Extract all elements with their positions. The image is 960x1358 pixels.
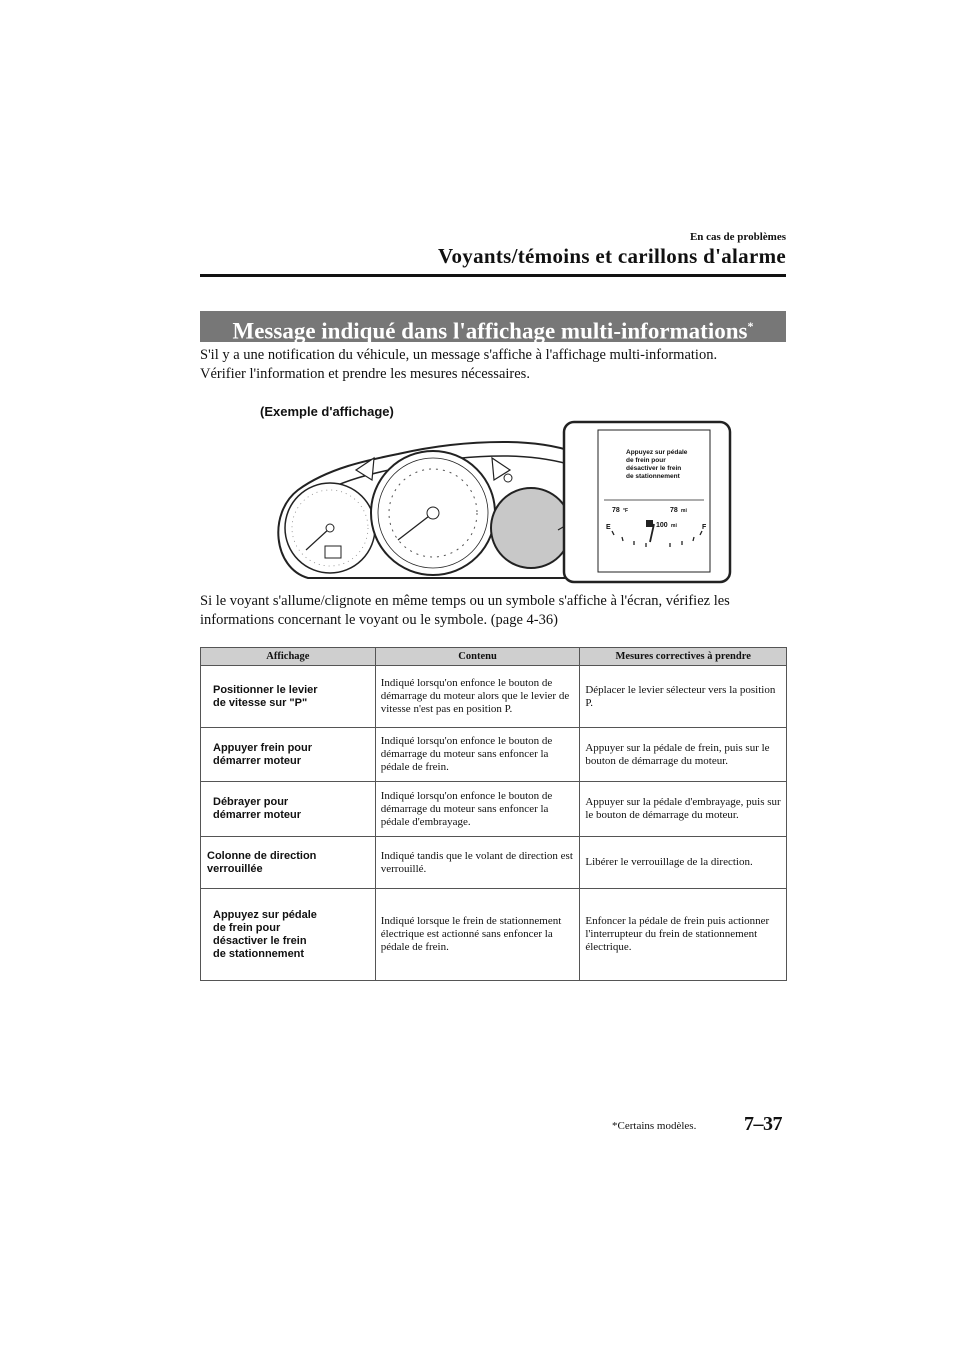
table-row	[201, 889, 787, 981]
fuel-pump-icon	[646, 520, 653, 527]
multi-info-display	[491, 488, 571, 568]
display-cell	[201, 889, 376, 981]
temp-unit: °F	[623, 508, 629, 514]
table-row	[201, 666, 787, 728]
header-mesures: Mesures correctives à prendre	[580, 648, 787, 666]
display-line: Colonne de direction	[207, 849, 317, 862]
banner-asterisk: *	[747, 319, 754, 333]
header-affichage: Affichage	[201, 648, 376, 666]
action-cell: Appuyer sur la pédale de frein, puis sur le bouton de démarrage du moteur.	[580, 728, 787, 782]
display-line: Positionner le levier	[213, 683, 318, 696]
display-line: désactiver le frein	[213, 934, 307, 947]
instrument-cluster-illustration	[268, 418, 732, 588]
action-cell: Enfoncer la pédale de frein puis actionner l'interrupteur du frein de stationnement électrique.	[580, 889, 787, 981]
odo-unit: mi	[671, 523, 677, 529]
display-line: Débrayer pour	[213, 796, 289, 808]
banner-title: Message indiqué dans l'affichage multi-informations	[232, 318, 748, 344]
display-line: de stationnement	[213, 947, 305, 960]
screen-message-line-2: de frein pour	[626, 457, 666, 464]
range-value: 78	[670, 507, 678, 514]
display-line: Appuyer frein pour	[213, 741, 313, 754]
display-cell	[201, 837, 376, 889]
screen-message-line-3: désactiver le frein	[626, 465, 682, 472]
intro-line-1: S'il y a une notification du véhicule, un message s'affiche à l'affichage multi-information.	[200, 347, 718, 363]
action-cell: Appuyer sur la pédale d'embrayage, puis sur le bouton de démarrage du moteur.	[580, 782, 787, 837]
table-row	[201, 837, 787, 889]
intro-line-2: Vérifier l'information et prendre les mesures nécessaires.	[200, 366, 530, 382]
chapter-title: En cas de problèmes	[689, 231, 786, 243]
table-row	[201, 728, 787, 782]
header-contenu: Contenu	[375, 648, 580, 666]
odo-value: 100	[656, 522, 668, 529]
display-line: démarrer moteur	[213, 809, 302, 821]
after-line-2: informations concernant le voyant ou le symbole. (page 4-36)	[200, 612, 558, 628]
display-cell	[201, 666, 376, 728]
display-line: Appuyez sur pédale	[213, 908, 317, 921]
content-cell: Indiqué lorsqu'on enfonce le bouton de démarrage du moteur sans enfoncer la pédale de frein.	[375, 728, 580, 782]
fuel-empty-label: E	[606, 524, 611, 531]
content-cell: Indiqué lorsqu'on enfonce le bouton de démarrage du moteur sans enfoncer la pédale d'embrayage.	[375, 782, 580, 837]
table-header-row	[201, 648, 787, 666]
display-line: de frein pour	[213, 921, 281, 934]
example-caption: (Exemple d'affichage)	[260, 404, 394, 419]
screen-message-line-1: Appuyez sur pédale	[626, 449, 688, 456]
header-rule	[200, 274, 786, 277]
intro-text	[200, 346, 786, 384]
range-unit: mi	[681, 508, 687, 514]
temp-value: 78	[612, 507, 620, 514]
display-line: verrouillée	[207, 862, 263, 875]
content-cell: Indiqué lorsqu'on enfonce le bouton de démarrage du moteur alors que le levier de vitesse n'est pas en position P.	[375, 666, 580, 728]
display-cell	[201, 728, 376, 782]
table-row	[201, 782, 787, 837]
page-number: 7–37	[744, 1113, 782, 1135]
screen-message-line-4: de stationnement	[626, 473, 680, 480]
content-cell: Indiqué tandis que le volant de direction est verrouillé.	[375, 837, 580, 889]
after-line-1: Si le voyant s'allume/clignote en même temps ou un symbole s'affiche à l'écran, vérifiez les	[200, 593, 730, 609]
action-cell: Libérer le verrouillage de la direction.	[580, 837, 787, 889]
instrument-cluster-figure	[268, 418, 732, 593]
display-cell	[201, 782, 376, 837]
fuel-full-label: F	[702, 524, 707, 531]
content-cell: Indiqué lorsque le frein de stationnement électrique est actionné sans enfoncer la pédale de frein.	[375, 889, 580, 981]
display-line: de vitesse sur "P"	[213, 696, 308, 709]
section-banner	[200, 311, 786, 342]
after-text	[200, 592, 786, 630]
action-cell: Déplacer le levier sélecteur vers la position P.	[580, 666, 787, 728]
footnote: *Certains modèles.	[612, 1120, 697, 1132]
display-line: démarrer moteur	[213, 754, 302, 767]
message-table	[200, 647, 787, 981]
section-title: Voyants/témoins et carillons d'alarme	[437, 244, 786, 268]
